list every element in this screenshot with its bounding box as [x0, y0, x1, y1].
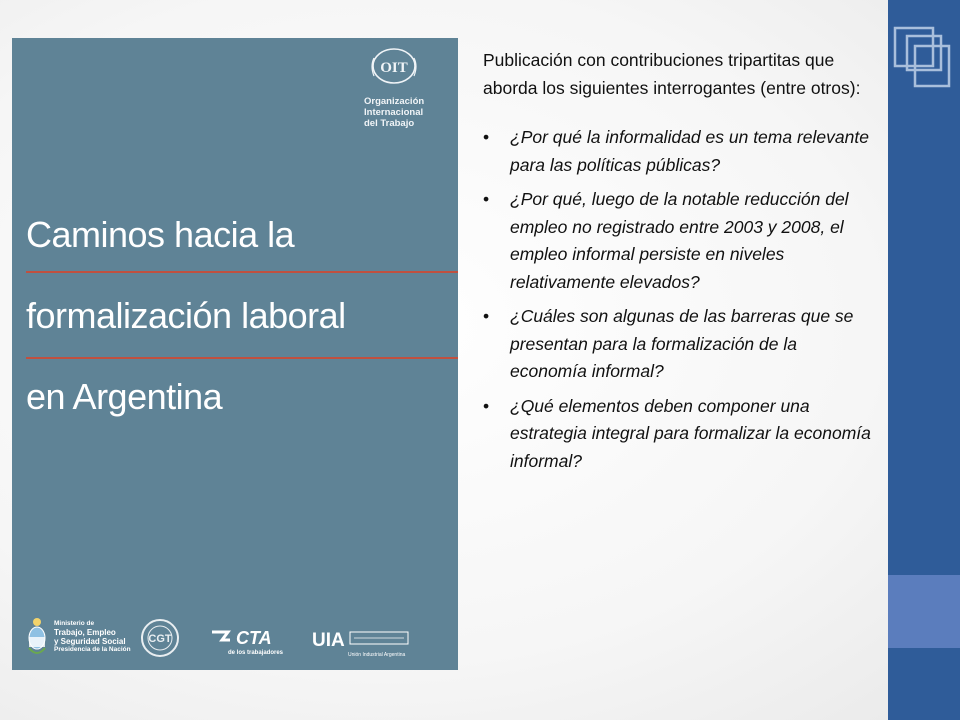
bullet-icon: •: [483, 395, 490, 416]
list-item: [483, 124, 873, 179]
list-item-text: ¿Qué elementos deben componer una estrategia integral para formalizar la economía informal?: [510, 395, 871, 471]
cta-subtitle: de los trabajadores: [228, 650, 284, 656]
list-item: [483, 393, 873, 476]
ministry-line: y Seguridad Social: [54, 637, 126, 646]
cover-title-line-3: en Argentina: [26, 376, 223, 417]
title-divider: [26, 271, 458, 273]
oit-logo-text: OIT: [380, 60, 408, 76]
cgt-logo-text: CGT: [148, 633, 172, 645]
cover-title-line-1: Caminos hacia la: [26, 214, 295, 255]
ministry-line: Ministerio de: [54, 620, 95, 627]
oit-name: [364, 96, 454, 129]
uia-logo-text: UIA: [312, 630, 345, 651]
ministry-logo: [26, 616, 136, 664]
partner-logos: [12, 616, 458, 666]
uia-subtitle: Unión Industrial Argentina: [348, 652, 406, 658]
decorative-band-accent: [888, 575, 960, 648]
cover-title-line-2: formalización laboral: [26, 295, 346, 336]
ministry-line: Presidencia de la Nación: [54, 646, 131, 653]
uia-mark-icon: [312, 626, 412, 652]
overlapping-squares-icon: [893, 22, 955, 92]
bullet-icon: •: [483, 127, 490, 147]
list-item-text: ¿Cuáles son algunas de las barreras que se presentan para la formalización de la economía informal?: [510, 306, 854, 381]
cta-logo: [210, 624, 290, 660]
bullet-icon: •: [483, 306, 490, 326]
oit-logo: [364, 46, 424, 86]
list-item-text: ¿Por qué la informalidad es un tema relevante para las políticas públicas?: [510, 127, 869, 175]
cta-mark-icon: [210, 624, 290, 650]
cgt-logo: [140, 618, 180, 658]
cta-logo-text: CTA: [236, 628, 272, 648]
title-divider: [26, 357, 458, 359]
intro-paragraph: Publicación con contribuciones tripartitas que aborda los siguientes interrogantes (entre otros):: [483, 50, 861, 98]
argentina-shield-icon: [26, 616, 48, 660]
ministry-line: Trabajo, Empleo: [54, 628, 116, 637]
bullet-icon: •: [483, 189, 490, 209]
question-list: [483, 124, 873, 475]
list-item-text: ¿Por qué, luego de la notable reducción del empleo no registrado entre 2003 y 2008, el empleo informal persiste en niveles relativamente elevados?: [510, 189, 849, 292]
list-item: [483, 186, 873, 296]
oit-name-line: del Trabajo: [364, 118, 415, 129]
uia-logo: [312, 626, 412, 660]
list-item: [483, 303, 873, 386]
book-cover-image: [12, 38, 458, 670]
slide-content: [483, 47, 873, 482]
oit-name-line: Internacional: [364, 107, 424, 118]
oit-name-line: Organización: [364, 96, 425, 107]
